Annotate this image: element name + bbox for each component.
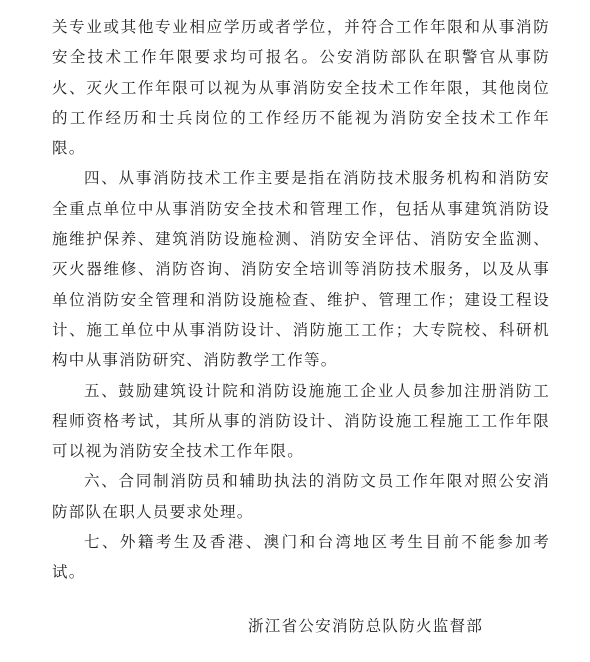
paragraph-item-5: 五、鼓励建筑设计院和消防设施施工企业人员参加注册消防工程师资格考试，其所从事的消防设计、消防设施工程施工工作年限可以视为消防安全技术工作年限。 [52, 381, 550, 461]
paragraph-item-6: 六、合同制消防员和辅助执法的消防文员工作年限对照公安消防部队在职人员要求处理。 [52, 472, 550, 521]
paragraph-item-4: 四、从事消防技术工作主要是指在消防技术服务机构和消防安全重点单位中从事消防安全技术和管理工作，包括从事建筑消防设施维护保养、建筑消防设施检测、消防安全评估、消防安全监测、灭火器维修、消防咨询、消防安全培训等消防技术服务，以及从事单位消防安全管理和消防设施检查、维护、管理工作；建设工程设计、施工单位中从事消防设计、消防施工工作；大专院校、科研机构中从事消防研究、消防教学工作等。 [52, 169, 550, 370]
paragraph-item-7: 七、外籍考生及香港、澳门和台湾地区考生目前不能参加考试。 [52, 533, 550, 582]
signature-department: 浙江省公安消防总队防火监督部 [248, 617, 484, 635]
paragraph-continuation: 关专业或其他专业相应学历或者学位，并符合工作年限和从事消防安全技术工作年限要求均可报名。公安消防部队在职警官从事防火、灭火工作年限可以视为从事消防安全技术工作年限，其他岗位的工作经历和士兵岗位的工作经历不能视为消防安全技术工作年限。 [52, 18, 550, 158]
